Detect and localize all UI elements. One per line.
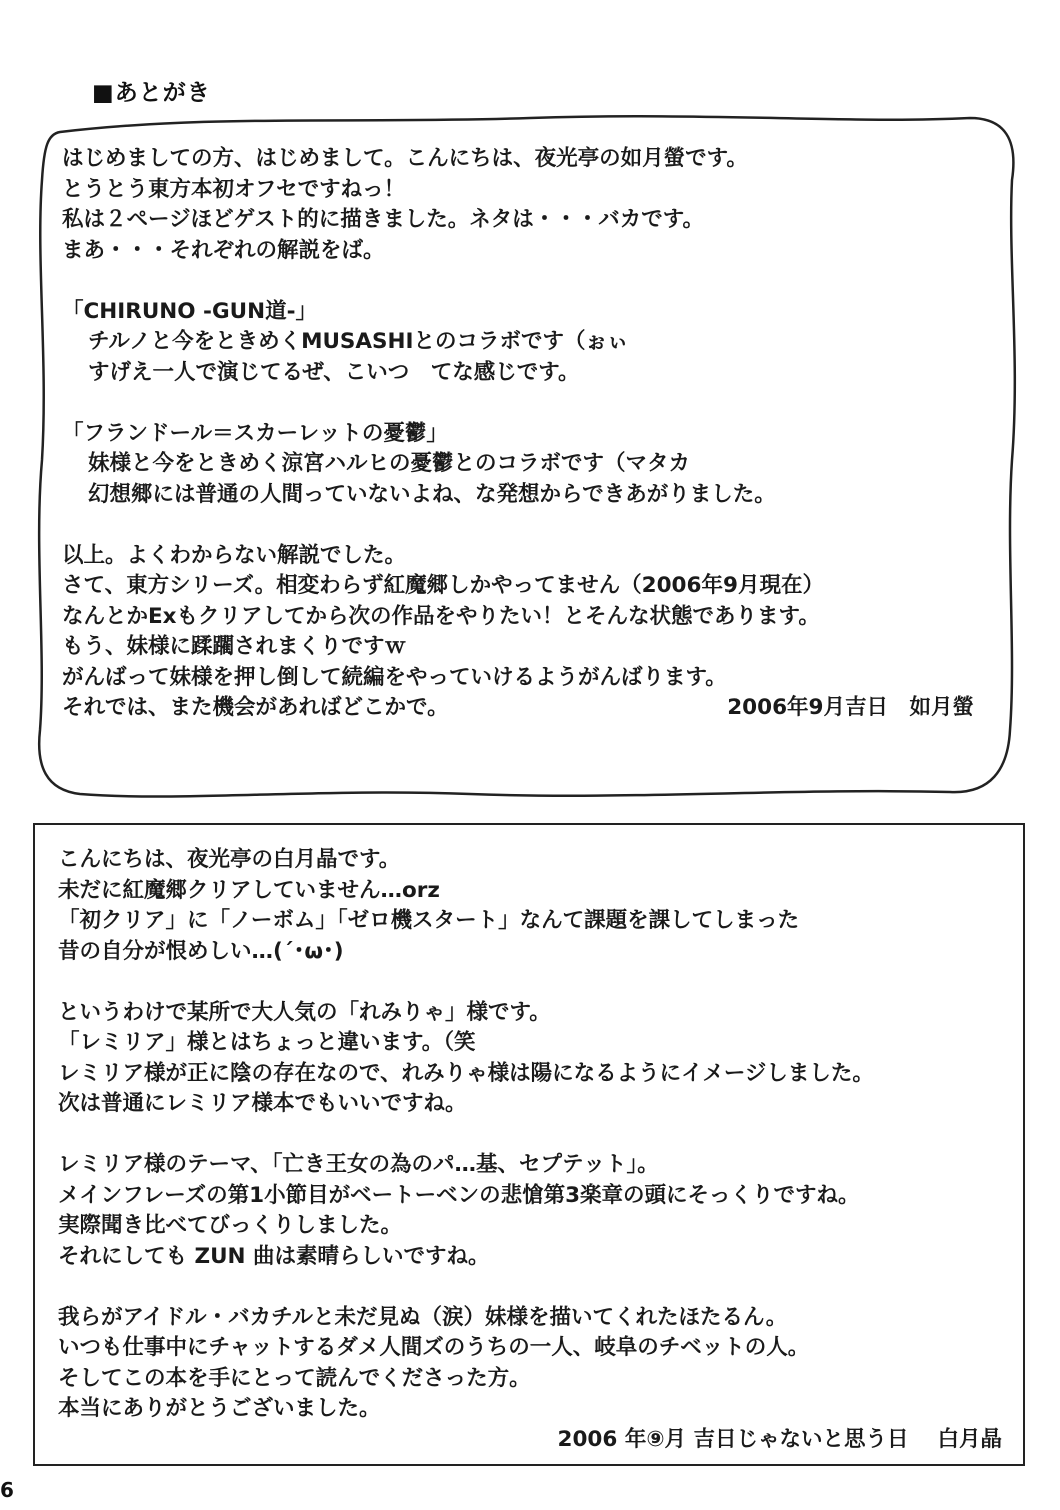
text-line: 本当にありがとうございました。 [58,1396,381,1421]
text-line: とうとう東方本初オフセですねっ！ [62,176,406,202]
closing-line: それでは、また機会があればどこかで。 [62,695,449,720]
text-line: 実際聞き比べてびっくりしました。 [58,1213,403,1238]
text-line: 妹様と今をときめく涼宮ハルヒの憂鬱とのコラボです（マタカ [88,451,691,476]
text-line: レミリア様のテーマ、「亡き王女の為のパ…基、セプテット」。 [58,1152,659,1177]
text-line: 未だに紅魔郷クリアしていません…orz [58,877,440,903]
text-line: はじめましての方、はじめまして。こんにちは、夜光亭の如月螢です。 [62,146,748,171]
text-line: というわけで某所で大人気の「れみりゃ」様です。 [58,999,551,1025]
blank-line [58,1272,1008,1303]
text-line: 私は２ページほどゲスト的に描きました。ネタは・・・バカです。 [62,207,704,232]
text-line: なんとかExもクリアしてから次の作品をやりたい！とそんな状態であります。 [62,603,820,629]
text-line: 「CHIRUNO -GUN道-」 [62,298,317,324]
blank-line [58,1120,1008,1151]
text-line: 「レミリア」様とはちょっと違います。（笑 [58,1030,476,1055]
text-line: 我らがアイドル・バカチルと未だ見ぬ（涙）妹様を描いてくれたほたるん。 [58,1304,788,1330]
text-line: もう、妹様に蹂躙されまくりですｗ [62,634,407,659]
text-line: いつも仕事中にチャットするダメ人間ズのうちの一人、岐阜のチベットの人。 [58,1335,810,1360]
text-line: すげえ一人で演じてるぜ、こいつ てな感じです。 [88,359,580,385]
text-line: 以上。よくわからない解説でした。 [62,542,407,568]
text-line: さて、東方シリーズ。相変わらず紅魔郷しかやってません（2006年9月現在） [62,573,824,598]
closing-row [62,693,1002,724]
text-line: 「初クリア」に「ノーボム」「ゼロ機スタート」なんて課題を課してしまった [58,908,800,933]
text-line: レミリア様が正に陰の存在なので、れみりゃ様は陽になるようにイメージしました。 [58,1060,874,1086]
text-line: 「フランドール＝スカーレットの憂鬱」 [62,420,448,446]
text-line: がんばって妹様を押し倒して続編をやっていけるようがんばります。 [62,664,727,690]
first-note-box [30,110,1022,800]
afterword-heading: ■あとがき [92,80,211,106]
text-line: それにしても ZUN 曲は素晴らしいですね。 [58,1243,490,1269]
text-line: そしてこの本を手にとって読んでくださった方。 [58,1365,531,1391]
text-line: 昔の自分が恨めしい…(´･ω･) [58,938,344,964]
second-note-box [33,823,1025,1466]
text-line: チルノと今をときめくMUSASHIとのコラボです（ぉぃ [88,329,629,354]
first-note-text [62,144,1002,724]
blank-line [62,510,1002,541]
text-line: こんにちは、夜光亭の白月晶です。 [58,847,401,872]
page-number: 6 [0,1478,14,1502]
blank-line [62,266,1002,297]
text-line: 幻想郷には普通の人間っていないよね、な発想からできあがりました。 [88,481,776,507]
blank-line [62,388,1002,419]
text-line: メインフレーズの第1小節目がベートーベンの悲愴第3楽章の頭にそっくりですね。 [58,1182,860,1208]
blank-line [58,967,1008,998]
text-line: 次は普通にレミリア様本でもいいですね。 [58,1091,467,1116]
second-note-text [58,845,1008,1455]
first-signature: 2006年9月吉日 如月螢 [727,695,974,720]
text-line: まあ・・・それぞれの解説をば。 [62,237,385,263]
second-signature: 2006 年⑨月 吉日じゃないと思う日 白月晶 [557,1426,1002,1452]
